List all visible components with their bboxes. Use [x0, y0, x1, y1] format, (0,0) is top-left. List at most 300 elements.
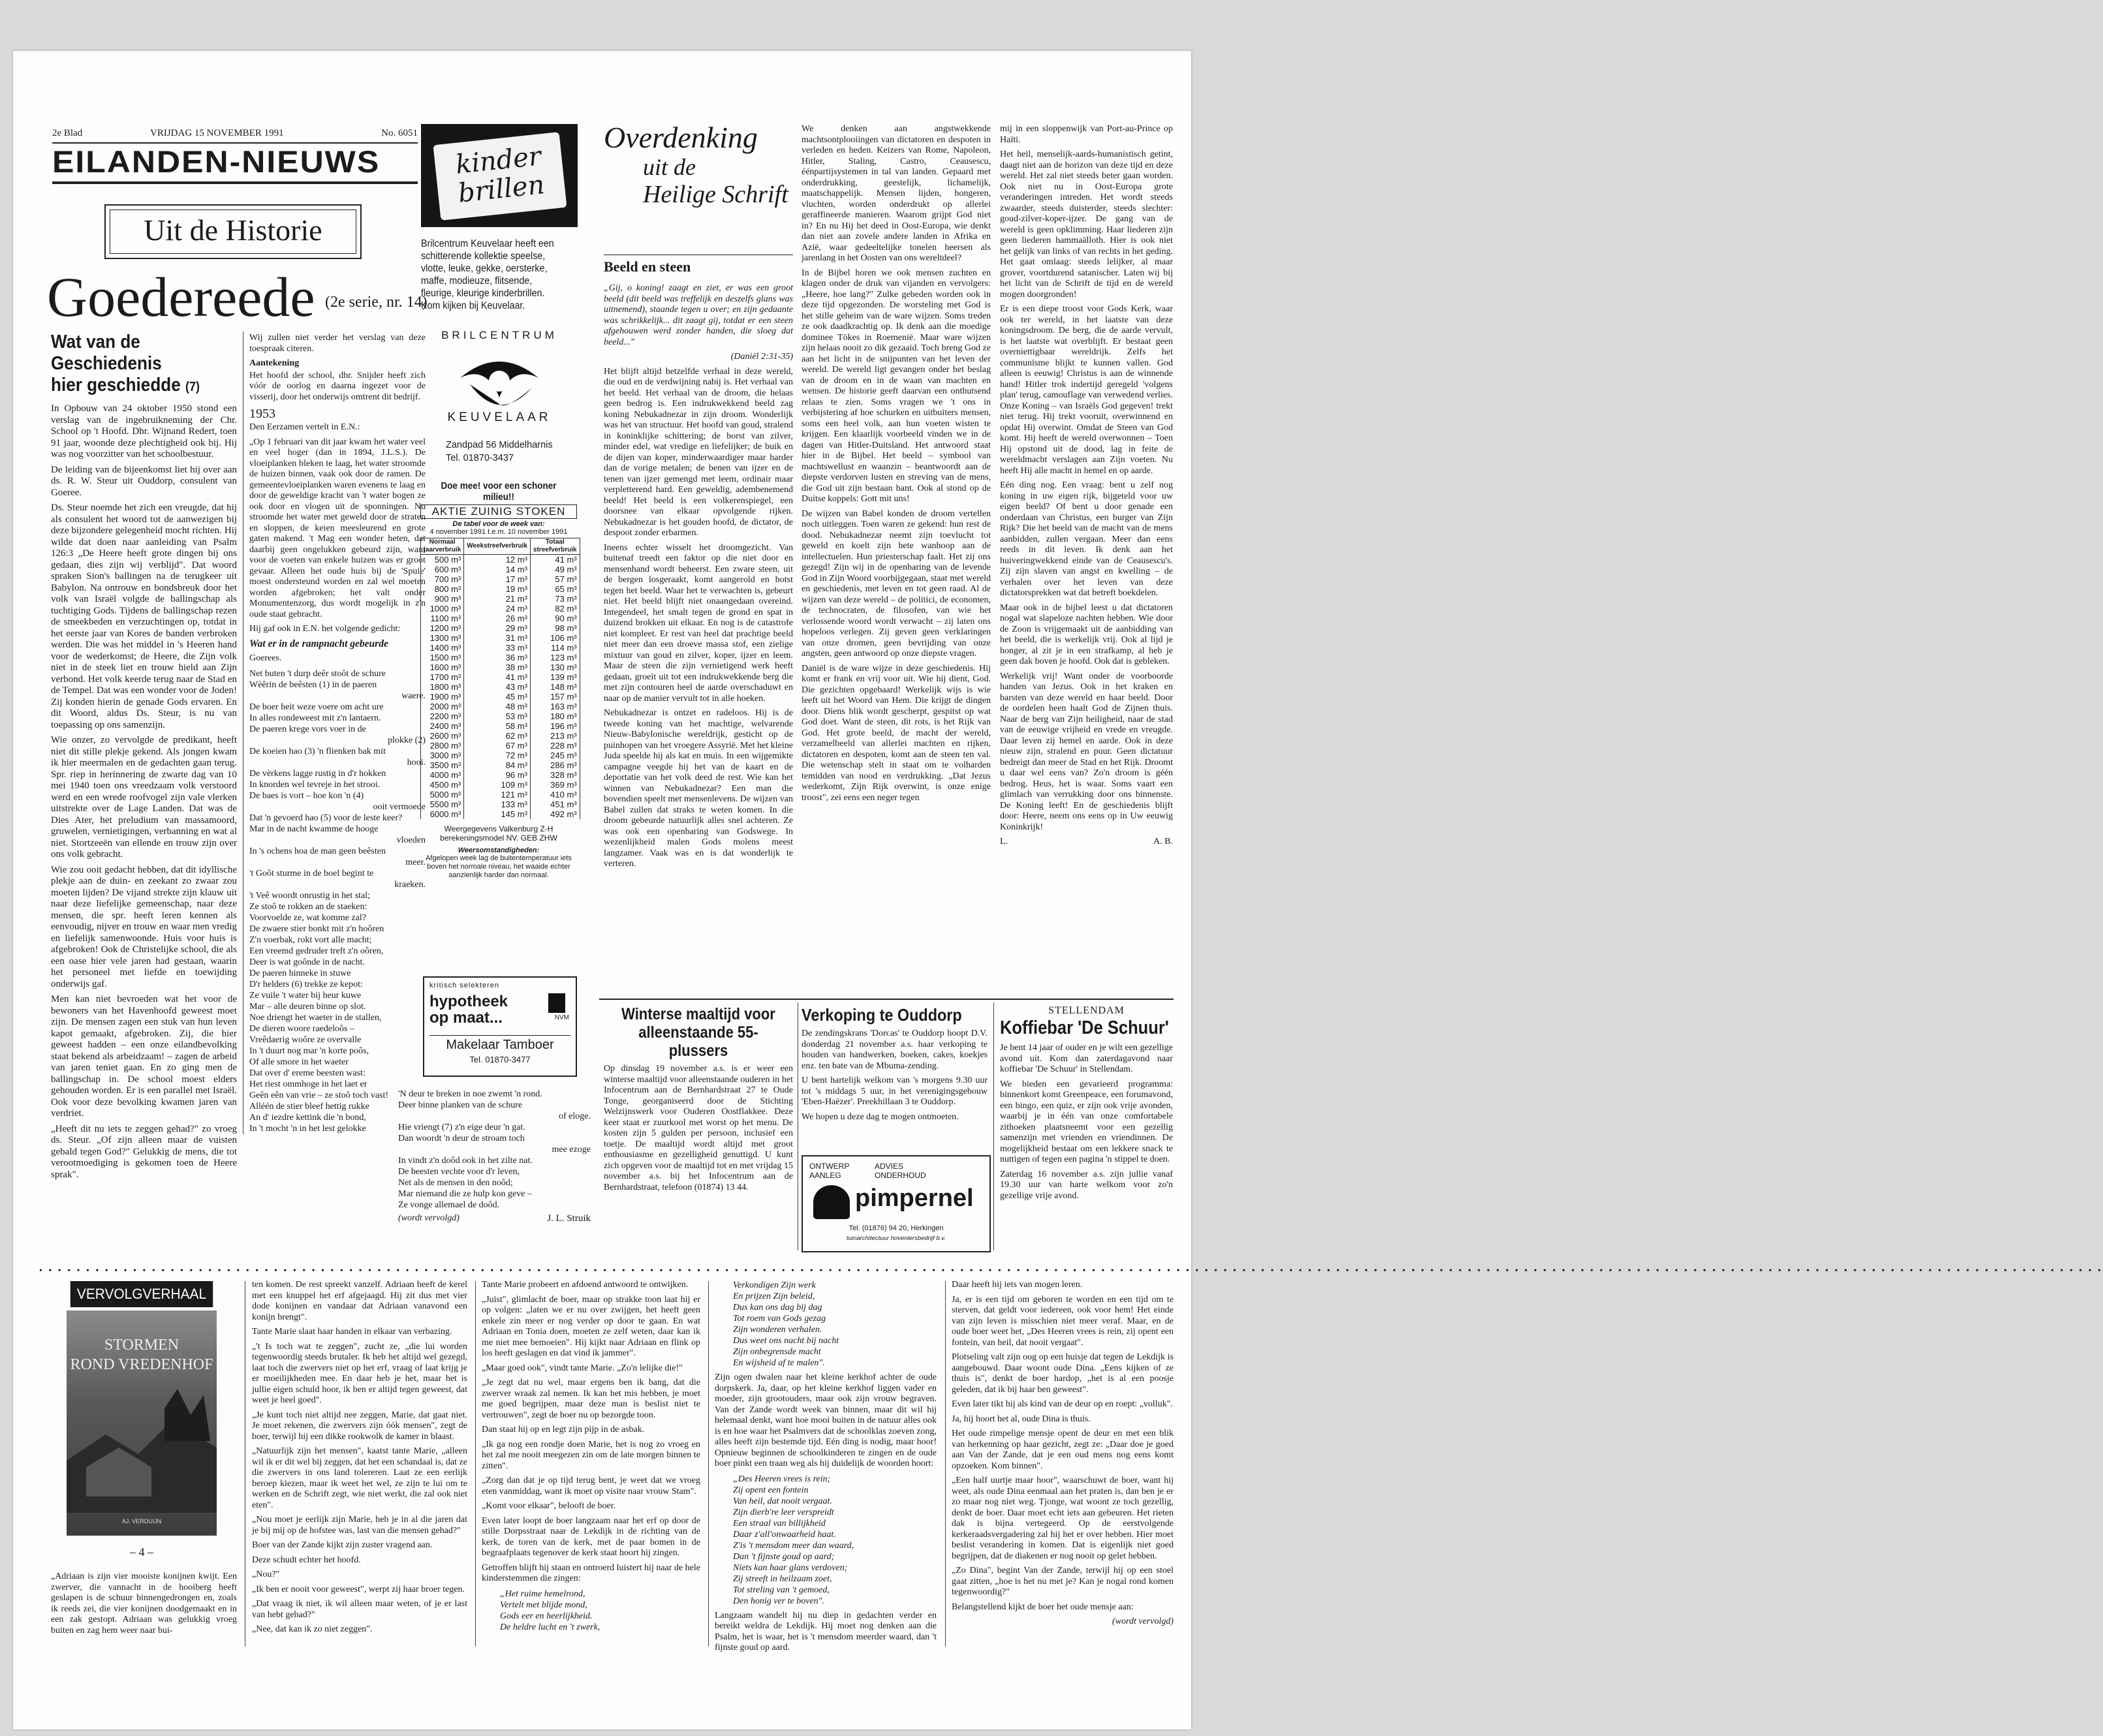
- vervolg-paragraph: Getroffen blijft hij staan en ontroerd luistert hij naar de hele kinderstemmen die zingen:: [482, 1562, 700, 1583]
- pimpernel-l2: AANLEG: [809, 1171, 841, 1180]
- poem-line: Dan 't fijnste goud op aard;: [733, 1551, 835, 1562]
- stoken-cell: 492 m³: [530, 809, 580, 819]
- stoken-cell: 41 m³: [464, 672, 531, 682]
- overdenking-paragraph: Nebukadnezar is ontzet en radeloos. Hij is de tweede koning van het machtige, welvarende Nieuw-Babylonische wereldrijk, gesticht op de puinhopen van het vroegere Assyrië. Met het kleine Juda speelde hij als kat en muis. In een wijgemikte campagne veegde hij het van de kaart en de deportatie van het volk deed de rest. Wie kan het winnen van Nebukadnezar? Een man die bovendien speelt met mensenlevens. De wijzen van Babel zullen dat straks te weten komen. In die droom gebeurde natuurlijk alles snel achteren. Ze was ook een openbaring van Godswege. In wezenlijkheid malen Gods molens meest langzamer. Vaak was en is dat wonderlijk te verteren.: [604, 708, 793, 869]
- poem-line: Dat over d' ereme beesten wast:: [249, 1068, 366, 1078]
- vervolg-col2-text: [252, 1280, 467, 1635]
- aantekening-text: Het hoofd der school, dhr. Snijder heeft zich vóór de oorlog en daarna ingezet voor de visserij, door het onderwijs omtrent dit bedrijf.: [249, 370, 426, 402]
- poem-line: Dan woordt 'n deur de stroam toch: [398, 1134, 525, 1143]
- stoken-cell: 500 m³: [421, 555, 464, 565]
- book-author: AJ. VERDUIJN: [121, 1518, 162, 1525]
- stoken-row: [421, 780, 580, 790]
- poem-line: De beesten vechte voor d'r leven,: [398, 1167, 520, 1177]
- koffiebar-place: STELLENDAM: [1048, 1005, 1125, 1016]
- poem-line: waere.: [401, 690, 426, 701]
- stoken-cell: 5000 m³: [421, 790, 464, 799]
- vervolg-paragraph: „Natuurlijk zijn het mensen", kaatst tante Marie, „alleen wil ik er dit wel bij zeggen, dat het een schandaal is, dat ze die zwervers in ons land tolereren. Laat ze een eerlijk beroep kiezen, maar ik weet het wel, ze zijn te lui om te werken en de Schrift zegt, wie niet werkt, die zal ook niet eten".: [252, 1446, 467, 1510]
- poem-line: De dieren woore raedeloôs –: [249, 1023, 354, 1034]
- koffiebar-title: Koffiebar 'De Schuur': [1000, 1017, 1169, 1038]
- stoken-row: [421, 555, 580, 565]
- vervolg-paragraph: „Zo Dina", begint Van der Zande, terwijl hij op een stoel gaat zitten, „hoe is het nu met je? Kan je nogal rond komen tegenwoordig?": [952, 1566, 1174, 1597]
- stoken-row: [421, 604, 580, 613]
- vervolg-col3-text: [482, 1280, 700, 1585]
- vervolg-paragraph: Even later loopt de boer langzaam naar het erf op door de stille Dorpsstraat naar de Lekdijk in de richting van de kerk, de toren van de kerk, met de paar bomen in de begraafplaats tegenover de kerk staat hoort hij zingen.: [482, 1515, 700, 1558]
- overdenking-paragraph: Het heil, menselijk-aards-humanistisch getint, daagt niet aan de horizon van deze tijd en deze wereld. Het zal niet steeds beter gaan worden. Ook niet nu in Oost-Europa grote veranderingen intreden. Het wordt steeds zwaarder, steeds duisterder, steeds slechter: goud-zilver-koper-ijzer. De gang van de wereld is geen opklimming. Haar liederen zijn geen liederen hammaälloth. Hier is ook niet het gelijk van links of van rechts in het geding. Het gaat omlaag: steeds lelijker, al maar grover, voortdurend satanischer. Laten wij bij het licht van de Schrift de tijd en de wereld mogen doorgronden!: [1000, 149, 1173, 300]
- historie-paragraph: Wie zou ooit gedacht hebben, dat dit idyllische plekje aan de duin- en zeekant zo zwaar zou moeten lijden? De vijand strekte zijn klauw uit naar deze liefelijke gemeenschap, naar deze mensen, die spr. heeft leren kennen als eenvoudig, nijver en trouw en waar men vredig en liefelijk samenwoonde. Huis voor huis is afgebroken! Ook de Christelijke school, die als een oase hier vele jaren had gestaan, waarin het personeel met liefde en toewijding onderwijs gaf.: [51, 864, 237, 989]
- maaltijd-article: [604, 1005, 793, 1256]
- historie-col1-text: [51, 403, 237, 1181]
- stoken-row: [421, 751, 580, 760]
- overdenking-subtitle: Beeld en steen: [604, 258, 691, 275]
- hypotheek-name: Makelaar Tamboer: [446, 1038, 554, 1052]
- poem-line: Tot roem van Gods gezag: [733, 1314, 826, 1324]
- historie-title: Uit de Historie: [110, 209, 356, 254]
- poem-line: Een vreemd gedruder treft z'n oôren,: [249, 946, 384, 956]
- poem-line: of eloge.: [559, 1111, 591, 1121]
- stoken-row: [421, 741, 580, 751]
- stoken-column-header: Normaal jaarverbruik: [421, 538, 464, 555]
- kinderbrillen-logo-block: [421, 124, 578, 227]
- koffiebar-paragraph: Je bent 14 jaar of ouder en je wilt een gezellige avond uit. Kom dan zaterdagavond naar koffiebar 'De Schuur' in Stellendam.: [1000, 1043, 1173, 1074]
- stoken-row: [421, 731, 580, 741]
- historie-col3: [398, 1089, 591, 1239]
- stoken-row: [421, 672, 580, 682]
- pimpernel-tel: Tel. (01876) 94 20, Herkingen: [849, 1224, 944, 1232]
- verkoping-article: [802, 1005, 988, 1139]
- stoken-cell: 36 m³: [464, 653, 531, 662]
- koffiebar-article: [1000, 1005, 1173, 1256]
- vervolg-poem2: [733, 1280, 937, 1369]
- vervolg-poem1: [500, 1589, 700, 1633]
- stoken-cell: 123 m³: [530, 653, 580, 662]
- overdenking-ref: (Daniël 2:31-35): [730, 352, 793, 362]
- stoken-cell: 65 m³: [530, 584, 580, 594]
- stoken-row: [421, 721, 580, 731]
- stoken-cell: 1600 m³: [421, 662, 464, 672]
- vervolg-col4: [715, 1280, 937, 1652]
- poem-line: In 's ochens hoa de man geen beêsten: [249, 846, 386, 856]
- stoken-cell: 800 m³: [421, 584, 464, 594]
- poem-line: Niets kan haar glans verdoven;: [733, 1562, 848, 1573]
- overdenking-paragraph: Eén ding nog. Een vraag: bent u zelf nog koning in uw eigen rijk, bijgeteld voor uw eigen beeld? Of bent u door genade een onderdaan van Christus, een burger van Zijn Rijk? Die het beeld van de macht van de mens aanbidden, zullen vergaan. Meer dan eens reeds in dit leven. Ik denk aan het huiveringwekkend einde van de Ceausescu's. Zij zijn slaven van angst en kwelling – de verhalen over het leven van deze dictatorsprekken wat dat betreft boekdelen.: [1000, 480, 1173, 598]
- stoken-cell: 82 m³: [530, 604, 580, 613]
- stoken-cell: 90 m³: [530, 613, 580, 623]
- vervolg-col2: [252, 1280, 467, 1649]
- stoken-cell: 31 m³: [464, 633, 531, 643]
- brand-bottom: KEUVELAAR: [447, 411, 552, 424]
- stoken-cell: 2600 m³: [421, 731, 464, 741]
- overdenking-paragraph: Werkelijk vrij! Want onder de voorboorde handen van Jezus. Ook in het kraken en barsten van deze wereld en haar beeld. Door de oordelen heen haalt God de Zijnen thuis. Naar de berg van Zijn heiligheid, naar de stad van de eeuwige vrijheid en vrede en vreugde. Daar leven zij hemel en aarde. Ook in deze nieuw zijn, stralend en puur. Geen dictatuur bedreigt dan meer de Stad en het Rijk. Droomt u daar wel eens van? Zo'n droom is géén bedrog. Heus, het is waar. Soms vaart een glimlach van verrukking door ons binnenste. De Koning leeft! En de geschiedenis blijft door: Heere, neem ons eens op in Uw eeuwig Koninkrijk!: [1000, 671, 1173, 832]
- poem-line: Vreêdaerig woôre ze overvalle: [249, 1034, 362, 1045]
- poem-line: De heldre lucht en 't zwerk,: [500, 1622, 600, 1632]
- poem-line: In vindt z'n doôd ook in het zilte nat.: [398, 1156, 533, 1166]
- brand-top: BRILCENTRUM: [441, 329, 557, 341]
- poem-line: Ze stoô te rokken an de staeken:: [249, 901, 367, 912]
- poem-line: Zijn wonderen verhalen.: [733, 1325, 822, 1335]
- vervolg-paragraph: „'t Is toch wat te zeggen", zucht ze, „die lui worden tegenwoordig steeds brutaler. Ik heb het altijd wel gezegd, laat toch die zwervers niet op het erf, vraag of laat krijg je er moeilijkheden mee. En daar heb je het, maar het is jullie eigen schuld hoor, ik ben er altijd tegen geweest, dat weet je heel goed".: [252, 1341, 467, 1405]
- poem-line: hooi.: [407, 757, 426, 767]
- bullet-separator: • • • • • • • • • • • • • • • • • • • • • • • • • • • • • • • • • • • • • • • • • • • • • • • • • • • • • • • • • • • • • • • • • • • • • • • • • • • • • • • • • • • • • • • • • • • • • • • • • • • • • • • • • • • • • • • • • • • • • • • • • • • • • • • • • • • • • • • • • • • • • • • • • • • • • • • • • • • • • • • • • • • • • • • • • • • • • • • • • • • • • • • • • • • • • • • • • • • • • • • • • • • • • • • • • • • • • • • • • • • •: [39, 1266, 2103, 1276]
- masthead-rule: [52, 181, 418, 184]
- vervolg-col5-text: [952, 1280, 1174, 1613]
- poem-line: Dus kan ons dag bij dag: [733, 1303, 822, 1312]
- stoken-row: [421, 643, 580, 653]
- historie-subhead-num: (7): [185, 380, 200, 394]
- overdenking-col1: [604, 283, 793, 995]
- stoken-cell: 1200 m³: [421, 623, 464, 633]
- vervolg-paragraph: „Je zegt dat nu wel, maar ergens ben ik bang, dat die zwerver wraak zal nemen. Ik kan het mis hebben, je moet me goed begrijpen, maar deze man is beslist niet te vertrouwen", zegt de boer nu op bezorgde toon.: [482, 1378, 700, 1420]
- historie-wordt-vervolgd: (wordt vervolgd): [398, 1213, 460, 1223]
- verkoping-paragraph: We hopen u deze dag te mogen ontmoeten.: [802, 1111, 959, 1122]
- vervolg-intro-text: „Adriaan is zijn vier mooiste konijnen kwijt. Een zwerver, die vannacht in de hooiberg heeft geslapen is de schuur binnengedrongen en, zoals ik reeds zei, die vier konijnen doodgemaakt en in een zak gestopt. Adriaan was gelukkig vroeg buiten en zag hem weer naar bui-: [51, 1572, 237, 1635]
- stoken-cell: 1100 m³: [421, 613, 464, 623]
- book-title2: ROND VREDENHOF: [70, 1356, 213, 1373]
- overdenking-paragraph: We denken aan angstwekkende machtsontplooiingen van dictatoren en despoten in verleden en heden. Keizers van Rome, Napoleon, Hitler, Staling, Castro, Ceausescu, éénpartijsystemen in tal van landen. Gepaard met onderdrukking, geestelijk, lichamelijk, maatschappelijk. Mensen lijden, hongeren, vluchten, worden onderdrukt op allerlei geraffineerde manieren. Waarom grijpt God niet in? En nu Hij het deed in Oost-Europa, wie denkt dan niet aan zovele andere landen in Afrika en Azië, waar gedeeltelijke tonelen heersen als jarenlang in het Oosten van ons wereltdeel?: [802, 124, 991, 263]
- historie-col2-intro: Wij zullen niet verder het verslag van deze toespraak citeren.: [249, 333, 426, 354]
- stoken-row: [421, 653, 580, 662]
- historie-paragraph: Ds. Steur noemde het zich een vreugde, dat hij als consulent het woord tot de aanwezigen bij deze bijzondere gelegenheid mocht richten. Hij wilde dat doen naar aanleiding van Psalm 126:3 „De Heere heeft grote dingen bij ons gedaan, dies zijn wij verblijd". Dat woord spraken Sion's ballingen na de terugkeer uit Babylon. Na ontrouw en bondsbreuk door het volk van Israël volgde de ballingschap als tuchtiging Gods. Tijdens de ballingschap rezen de smeekbeden en verzuchtingen op, totdat in het eerste jaar van Kores de banden verbroken werden. Die was het middel in 's Heeren hand voor de wederkomst; de Heere, die Zijn volk niet in de steek liet en trouw hield aan Zijn verbond. Het volk keerde terug naar de Stad en de Tempel. Dat was een wonder voor de Joden! Zij konden hierin de genade Gods ervaren. En dit Woord, aldus Ds. Steur, is nu van toepassing op ons samenzijn.: [51, 503, 237, 730]
- stoken-cell: 3000 m³: [421, 751, 464, 760]
- issue-date: VRIJDAG 15 NOVEMBER 1991: [150, 128, 284, 138]
- historie-box: [104, 204, 362, 259]
- koffiebar-paragraph: Zaterdag 16 november a.s. zijn jullie vanaf 19.30 uur van harte welkom voor zo'n gezellige vrije avond.: [1000, 1169, 1173, 1201]
- stoken-headline: Doe mee! voor een schoner milieu!!: [441, 480, 557, 503]
- poem-line: Zijn dierb're leer verspreidt: [733, 1507, 834, 1517]
- stoken-cell: 84 m³: [464, 760, 531, 770]
- overdenking-sign-left: L.: [1000, 837, 1008, 846]
- historie-col2: [249, 333, 426, 1134]
- overdenking-title3: Heilige Schrift: [643, 181, 788, 208]
- poem-line: In 't duurt nog mar 'n korte poôs,: [249, 1046, 369, 1056]
- poem-line: En wijsheid af te malen".: [733, 1358, 825, 1368]
- vervolg-paragraph: Daar heeft hij iets van mogen leren.: [952, 1280, 1083, 1290]
- stoken-cell: 41 m³: [530, 555, 580, 565]
- koffiebar-paragraph: We bieden een gevarieerd programma: binnenkort komt Greenpeace, een forumavond, een bingo, een quiz, er zijn ook vrije avonden, waarbij je in één van onze comfortabele zithoeken plaatsneemt voor een gezellig samenzijn met vrienden en vriendinnen. De mogelijkheid bestaat om een lekkere snack te nuttigen of tegen een pagina 'n stippel te doen.: [1000, 1079, 1173, 1164]
- overdenking-paragraph: De wijzen van Babel konden de droom vertellen noch uitleggen. Toen waren ze gekend: hun rest de dood. Nebukadnezar neemt zijn toevlucht tot geweld en koelt zijn hete wanhoop aan de intellectuelen. Hun priesterschap faalt. Het zij ons gezegd! Zijn wij in de openbaring van de levende God in Zijn Woord voorbijgegaan, staat met wereld en geschiedenis, met leven en tot geen raad. Al de wijzen van deze wereld – de politici, de economen, de technocraten, de filosofen, van wie het verlossende woord wordt verwacht – zij laten ons hopeloos verlegen. Zij geven geen verklaringen van onze dromen, geen bevrijding van onze angsten, geen antwoord op onze diepste vragen.: [802, 508, 991, 659]
- stoken-cell: 700 m³: [421, 574, 464, 584]
- vervolg-label: VERVOLGVERHAAL: [70, 1281, 213, 1307]
- poem-line: Geên eên van vrie – ze stoô toch vast!: [249, 1090, 389, 1100]
- vervolg-paragraph: „Maar goed ook", vindt tante Marie. „Zo'n lelijke die!": [482, 1363, 683, 1373]
- stoken-cell: 67 m³: [464, 741, 531, 751]
- stoken-cell: 17 m³: [464, 574, 531, 584]
- year-heading: 1953: [249, 407, 275, 421]
- stoken-cell: 286 m³: [530, 760, 580, 770]
- stoken-cell: 2000 m³: [421, 702, 464, 711]
- pimpernel-right: [875, 1162, 926, 1180]
- pimpernel-l1: ONTWERP: [809, 1162, 850, 1171]
- poem-line: De paeren hinneke in stuwe: [249, 968, 351, 978]
- poem-title: Wat er in de rampnacht gebeurde: [249, 638, 388, 649]
- poem-line: Deer binne planken van de schure: [398, 1100, 523, 1110]
- stoken-period: 4 november 1991 t.e.m. 10 november 1991: [429, 528, 568, 536]
- stoken-cell: 133 m³: [464, 799, 531, 809]
- stoken-cell: 43 m³: [464, 682, 531, 692]
- kinderbrillen-logo: kinder brillen: [433, 132, 567, 221]
- stoken-row: [421, 633, 580, 643]
- year-paragraph: Hij gaf ook in E.N. het volgende gedicht:: [249, 624, 401, 634]
- stoken-cell: 1800 m³: [421, 682, 464, 692]
- stoken-cell: 2400 m³: [421, 721, 464, 731]
- stoken-cell: 245 m³: [530, 751, 580, 760]
- poem-line: Verkondigen Zijn werk: [733, 1280, 816, 1290]
- stoken-cell: 109 m³: [464, 780, 531, 790]
- stoken-cell: 180 m³: [530, 711, 580, 721]
- poem-line: Mar in de nacht kwamme de hooge: [249, 824, 379, 834]
- maaltijd-title: Winterse maaltijd voor alleenstaande 55-plussers: [621, 1005, 775, 1060]
- poem-line: De vèrkens lagge rustig in d'r hokken: [249, 768, 386, 779]
- poem-line: vloeden: [396, 835, 426, 845]
- poem-line: 't Veê woordt onrustig in het stal;: [249, 890, 371, 901]
- header-rule: [52, 142, 418, 144]
- poem-line: Deer is wat goônde in de nacht.: [249, 957, 365, 967]
- overdenking-sign-right: A. B.: [1153, 837, 1173, 846]
- poem-line: „Des Heeren vrees is rein;: [733, 1474, 831, 1484]
- poem-line: In 't mocht 'n in het lest gelokke: [249, 1123, 366, 1134]
- stoken-row: [421, 799, 580, 809]
- stoken-title: AKTIE ZUINIG STOKEN: [420, 504, 577, 519]
- stoken-cell: 1300 m³: [421, 633, 464, 643]
- poem-line: In knorden wel tevreje in het strooi.: [249, 779, 381, 790]
- poem-line: De boer heit weze voere om acht ure: [249, 702, 384, 712]
- poem-place: Goerees.: [249, 653, 282, 663]
- hypotheek-small: kritisch selekteren: [429, 982, 500, 989]
- stoken-cell: 24 m³: [464, 604, 531, 613]
- stoken-cell: 1500 m³: [421, 653, 464, 662]
- poem-line: Ze vuile 't water bij heur kuwe: [249, 990, 362, 1000]
- stoken-row: [421, 711, 580, 721]
- vervolg-paragraph: Het oude rimpelige mensje opent de deur en met een blik van herkenning op haar gezicht, zegt ze: „Daar doe je goed aan Van der Zande, dat je een oud mens nog eens komt opzoeken. Kom binnen".: [952, 1429, 1174, 1471]
- stoken-cell: 62 m³: [464, 731, 531, 741]
- overdenking-paragraph: Maar ook in de bijbel leest u dat dictatoren nogal wat slapeloze nachten hebben. Wie door de Zoon is vrijgemaakt uit de aanbidding van het beeld, die is werkelijk vrij. Ook al lijd je honger, al zit je in een strafkamp, al heb je geen dak boven je hoofd. Ook dat is gebleken.: [1000, 602, 1173, 666]
- poem-line: Zij streeft in heilzaam zoet,: [733, 1573, 832, 1584]
- stoken-cell: 900 m³: [421, 594, 464, 604]
- vervolg-paragraph: „Een half uurtje maar hoor", waarschuwt de boer, want hij weet, als oude Dina eenmaal aan het praten is, dan ben je er zo maar nog niet weg. Tjonge, wat woont ze toch gezellig, denkt de boer. Daar moet echt iets aan gebeuren. Het rieten dak is bijna vertegeerd. Op de eerstvolgende kerkeraadsvergadering zal hij het er over hebben. Hier moet beslist verandering in komen. Dat is eigenlijk niet goed begrijpen, dat de diakenen er nog nooit op gelet hebben.: [952, 1476, 1174, 1561]
- vervolg-wordt-vervolgd: (wordt vervolgd): [1112, 1617, 1174, 1626]
- stoken-cell: 121 m³: [464, 790, 531, 799]
- poem-line: Een straal van billijkheid: [733, 1518, 826, 1528]
- poem-line: kraeken.: [394, 879, 426, 890]
- year-paragraph: Den Eerzamen vertelt in E.N.:: [249, 422, 360, 432]
- overdenking-paragraph: In de Bijbel horen we ook mensen zuchten en klagen onder de druk van vijanden en vervolgers: „Heere, hoe lang?" Zulke gebeden worden ook in deze tijd opgezonden. De worsteling met God is het stille geheim van de ware wijzen. Soms treden ze ook daadkrachtig op. Ik denk aan die moedige dominee Tökes in Roemenië. Maar ware wijzen zijn helaas nooit zo dik gezaaid. Toch breng God ze aan het licht in de snijpunten van het leven der wereld. De wereld ligt gevangen onder het beslag van de droom en in de waan van machten en wensen. De historie geeft daarvan een onthutsend relaas te zien. Soms vragen we 't ons in verbijstering af hoe schurken en uitbuiters mensen, soms een heel volk, aan hun voeten wisten te krijgen. Een klaarlijk voorbeeld vinden we in de dagen van Hitler-Duitsland. Het antwoord staat hier in de Bijbel. Het beeld – symbool van machtswellust en waanzin – beantwoordt aan de diepste verdorven lusten en streving van de mens, die God uit zijn bestaan bant. Ook al stond op de Duitse koppels: Gott mit uns!: [802, 268, 991, 504]
- stoken-column-header: Totaal streefverbruik: [530, 538, 580, 555]
- stoken-cell: 106 m³: [530, 633, 580, 643]
- koffiebar-body: [1000, 1043, 1173, 1201]
- vervolg-paragraph: „Je kunt toch niet altijd nee zeggen, Marie, dat gaat niet. Je moet rekenen, die zwervers zijn óók mensen", zegt de boer, terwijl hij een dikke rookwolk de kamer in blaast.: [252, 1410, 467, 1442]
- poem-line: Zijn onbegrensde macht: [733, 1347, 821, 1357]
- overdenking-col2-text: [802, 124, 991, 803]
- poem-line: Vertelt met blijde mond,: [500, 1600, 587, 1610]
- year-paragraph: „Op 1 februari van dit jaar kwam het water veel en veel hoger (dan in 1894, J.L.S.). De vloeiplanken bleken te laag, het water stroomde de huizen binnen, vaak ook door de ramen. De gemeentevloeiplanken waren evenens te laag en door de geweldige kracht van 't water bogen ze ook door en vlogen uit de sponningen. Nu stroomde het water met geweld door de straten en sloppen, de keien meesleurend en grote gaten makend. 't Mag een wonder heten, dat daarbij geen ongelukken gebeurd zijn, want voor de voeten van enkele huizen was er groot gevaar. Alleen het oude huis bij de 'Spuie' moest ondersteund worden en zal wel moeten worden afgebroken; het valt onder Monumentenzorg, dus wordt mogelijk in z'n oude staat gebracht.: [249, 437, 426, 619]
- stoken-cell: 19 m³: [464, 584, 531, 594]
- poem-part1: [249, 668, 426, 1134]
- overdenking-paragraph: Het blijft altijd hetzelfde verhaal in deze wereld, die oud en de verdwijning nabij is. Het verhaal van het beeld. Het verhaal van de droom, die helaas geen bedrog is. Een indrukwekkend beeld zag koning Nebukadnezar in zijn droom. Wonderlijk was het van structuur. Het hoofd van goud, stralend in koninklijke schittering; de borst van zilver, minder edel, wat vredige en liefelijker; de buik en de dijen van koper, minderwaardiger maar harder dan de vorige metalen; de benen van ijzer en de tenen van ijzer gemengd met leem, ordinair maar verpletterend hard. Een geweldig, adembenemend beeld! Het beeld is een volkerenspiegel, een doorsnee van elkaar opvolgende rijken. Nebukadnezar is het gouden hoofd, de dictator, de despoot zonder erbarmen.: [604, 366, 793, 538]
- historie-subhead-a: Wat van de Geschiedenis: [51, 332, 162, 374]
- poem-line: Mar niemand die ze hulp kon geve –: [398, 1189, 532, 1199]
- poem-line: mee ezoge: [552, 1145, 591, 1155]
- stoken-row: [421, 760, 580, 770]
- stoken-cell: 45 m³: [464, 692, 531, 702]
- issue-number: No. 6051: [381, 128, 418, 138]
- stoken-row: [421, 809, 580, 819]
- poem-line: „Het ruime hemelrond,: [500, 1589, 585, 1599]
- stoken-cell: 114 m³: [530, 643, 580, 653]
- stoken-cell: 1700 m³: [421, 672, 464, 682]
- stoken-cell: 369 m³: [530, 780, 580, 790]
- stoken-row: [421, 565, 580, 574]
- overdenking-col2: [802, 124, 991, 995]
- vervolg-col4-end: Langzaam wandelt hij nu diep in gedachten verder en bereikt weldra de Lekdijk. Hij moet nog denken aan die Psalm, het is waar, het is 't mensdom meerder waard, dan 't fijnste goud op aard.: [715, 1610, 937, 1652]
- overdenking-col3-text: [1000, 124, 1173, 833]
- vervolg-paragraph: Ja, er is een tijd om geboren te worden en een tijd om te sterven, dat geldt voor iedereen, ook voor hem! Het einde van zijn leven is misschien niet meer veraf. Maar, en de oude boer weet het, „Des Heeren vrees is rein, zij opent een fontein, van heil, dat nooit vergaat".: [952, 1294, 1174, 1348]
- overdenking-col1-text: [604, 367, 793, 870]
- poem-line: Of alle smore in het waeter: [249, 1057, 349, 1067]
- overdenking-paragraph: Ineens echter wisselt het droomgezicht. Van buitenaf treedt een faktor op die niet door en mensenhand wordt beheerst. Een zware steen, uit de bergen losgeraakt, komt aangerold en botst tegen het beeld. Waar het te verwachten is, gebeurt niet. Het beeld blijft niet onaangedaan overeind. Integendeel, het smalt tegen de grond en spat in duizend brokken uit elkaar. En nog is de catastrofe niet kompleet. Er rest van heel dat prachtige beeld niet meer dan een droeve massa stof, een zielige mixtuur van goud en zilver, koper, ijzer en leem. Maar de steen die zijn vernietigend werk heeft gedaan, groeit uit tot een indrukwekkende berg die met zijn contouren heel de aarde overschaduwt en naar op de manier vervult tot in alle hoeken.: [604, 542, 793, 704]
- vervolg-paragraph: „Ik ga nog een rondje doen Marie, het is nog zo vroeg en het zal me nooit meegezen zin om de late morgen binnen te zitten".: [482, 1439, 700, 1471]
- book-cover: [67, 1310, 217, 1536]
- poem-line: Van heil, dat nooit vergaat.: [733, 1496, 832, 1506]
- stoken-cell: 410 m³: [530, 790, 580, 799]
- stoken-box: [420, 480, 577, 942]
- stoken-row: [421, 702, 580, 711]
- historie-paragraph: In Opbouw van 24 oktober 1950 stond een verslag van de ingebruikneming der Chr. School op 't Hoofd. Dhr. Wijnand Redert, toen 91 jaar, woonde deze plechtigheid ook bij. Hij was nog voorzitter van het schoolbestuur.: [51, 403, 237, 459]
- poem-line: Alléén de stier bleef hettig rukke: [249, 1101, 369, 1111]
- vervolg-paragraph: Boer van der Zande kijkt zijn zuster vragend aan.: [252, 1540, 433, 1550]
- overdenking-paragraph: Daniël is de ware wijze in deze geschiedenis. Hij komt er frank en vrij voor uit. Wie hij dient, God. Die gezichten opgebaard! Werkelijk wijs is wie leeft uit het Woord van Hem. Die krijgt de dingen door. Diens blik wordt gescherpt, gespitst op wat God doet. Want de steen, dit rots, is het Rijk van God. Het grote beeld, de macht der wereld, verzamelbeeld van allerlei machten en rijken, dictatoren en despoten, komt aan de steen ten val. Die wetenschap stelt in staat om te volharden temidden van nood en verdrukking. „Dat Jezus wederkomt, Zijn Rijk overwint, is onze enige troost", zei eens een neger tegen: [802, 663, 991, 803]
- vervolg-paragraph: „Zorg dan dat je op tijd terug bent, je weet dat we vroeg eten vanmiddag, want ik moet op visite naar vrouw Stam".: [482, 1476, 700, 1496]
- poem-line: Daar z'all'onwaarheid haat.: [733, 1529, 836, 1540]
- maaltijd-body: Op dinsdag 19 november a.s. is er weer een winterse maaltijd voor alleenstaande ouderen in het Infocentrum aan de Bernhardstraat 27 te Oude Tonge, georganiseerd door de Stichting Welzijnswerk voor Ouderen Oostflakkee. Deze keer staat er zuurkool met worst op het menu. De kosten zijn 5 gulden per persoon, inclusief een toetje. De maaltijd wordt altijd met groot enthousiasme en gezelligheid genuttigd. U kunt zich opgeven voor de maaltijd tot en met vrijdag 15 november a.s. bij het Infocentrum aan de Bernhardstraat, telefoon (01874) 13 44.: [604, 1064, 793, 1192]
- poem-line: Ze vonge allemael de doôd.: [398, 1200, 500, 1210]
- poem-line: Z'n voerbak, rokt vort alle macht;: [249, 935, 372, 945]
- poem-line: Hie vriengt (7) z'n eige deur 'n gat.: [398, 1123, 525, 1132]
- poem-line: Het riest ommhoge in het laet er: [249, 1079, 367, 1089]
- poem-line: Voorvoelde ze, wat komme zal?: [249, 912, 366, 923]
- brand-address: Zandpad 56 Middelharnis: [446, 440, 553, 450]
- stoken-cell: 26 m³: [464, 613, 531, 623]
- poem-line: meer.: [405, 857, 426, 867]
- stoken-cell: 33 m³: [464, 643, 531, 653]
- overdenking-title1: Overdenking: [604, 121, 758, 154]
- stoken-cell: 148 m³: [530, 682, 580, 692]
- stoken-cell: 2800 m³: [421, 741, 464, 751]
- historie-paragraph: Wie onzer, zo vervolgde de predikant, heeft niet dit stille plekje gekend. Als jongen kwam ik hier meermalen en de gedachten gaan terug. Spr. riep in herinnering de zwarte dag van 10 mei 1940 toen ons vreedzaam volk verstoord werd en een wrede roofvogel zijn vale vlerken uitstrekte over de Lage Landen. Dat was de Dies Ater, het preludium van massamoord, gruwelen, vernietigingen, verbanning en wat al niet. Stortzeeën van ellende en trouw zijn over ons volk gebracht.: [51, 735, 237, 860]
- book-title1: STORMEN: [104, 1337, 179, 1354]
- poem-line: Zij opent een fontein: [733, 1485, 809, 1495]
- stoken-cell: 49 m³: [530, 565, 580, 574]
- poem-line: Noe driengt het waeter in de stallen,: [249, 1012, 382, 1023]
- pimpernel-sub: tuinarchitectuur hoveniersbedrijf b.v.: [847, 1235, 946, 1242]
- poem-line: En prijzen Zijn beleid,: [733, 1292, 815, 1301]
- overdenking-col3: [1000, 124, 1173, 995]
- vervolg-intro: [51, 1572, 237, 1637]
- poem-line: In alles rondeweest mit z'n lantaern.: [249, 713, 381, 723]
- stoken-cell: 139 m³: [530, 672, 580, 682]
- stoken-cell: 73 m³: [530, 594, 580, 604]
- stoken-cell: 213 m³: [530, 731, 580, 741]
- pimpernel-left: [809, 1162, 849, 1180]
- poem-line: Mar – alle deuren binne op slot.: [249, 1001, 366, 1012]
- nvm-logo-icon: [548, 993, 565, 1013]
- vervolg-paragraph: Ja, hij hoort het al, oude Dina is thuis.: [952, 1414, 1091, 1424]
- poem-line: De zwaere stier bonkt mit z'n hoôren: [249, 923, 384, 934]
- stoken-subtitle: De tabel voor de week van:: [452, 520, 545, 528]
- stoken-cell: 228 m³: [530, 741, 580, 751]
- hypotheek-ad: [423, 976, 577, 1077]
- stoken-cell: 145 m³: [464, 809, 531, 819]
- year-text: [249, 422, 426, 635]
- poem-line: Den honig ver te boven".: [733, 1596, 824, 1606]
- overdenking-paragraph: Er is een diepe troost voor Gods Kerk, waar ook ter wereld, in het laatste van deze koningsdroom. De berg, die de aarde vervult, is het laatste wat overblijft. Er bestaat geen overniettigbaar wereldrijk. Zelfs het communisme blijkt te kunnen vallen. God alleen is eeuwig! Christus is aan de winnende hand! Hitler trok indertijd geregeld 'volgens plan' terug, camouflage van verwedend verlies. Onze Koning – van Israëls God gegeven! trekt niet terug. Hij trekt vooruit, overwinnend en opdat Hij overwint. Omdat de Steen van God komt. Hij heeft de wereld overwonnen – Toen Hij opstond uit de dood, lag in feite de wereldmacht verslagen aan Zijn voeten. Nu heeft Hij alle macht in hemel en op aarde.: [1000, 304, 1173, 476]
- vervolg-paragraph: Dan staat hij op en legt zijn pijp in de asbak.: [482, 1425, 645, 1434]
- stoken-footer1: Weergegevens Valkenburg Z-H: [444, 824, 553, 833]
- vervolg-paragraph: Belangstellend kijkt de boer het oude mensje aan:: [952, 1602, 1134, 1612]
- header-line: [52, 128, 418, 142]
- kinderbrillen-ad: [409, 120, 584, 476]
- verkoping-paragraph: De zendingskrans 'Dorcas' te Ouddorp hoopt D.V. donderdag 21 november a.s. haar verkoping te houden van handwerken, boeken, cakes, koekjes enz. ten bate van de Mbuma-zending.: [802, 1029, 988, 1071]
- stoken-cell: 328 m³: [530, 770, 580, 780]
- stoken-row: [421, 790, 580, 799]
- overdenking-paragraph: mij in een sloppenwijk van Port-au-Prince op Haïti.: [1000, 124, 1173, 145]
- book-illustration-icon: [67, 1382, 217, 1513]
- stoken-table: [420, 538, 580, 819]
- stoken-cell: 58 m³: [464, 721, 531, 731]
- stoken-cell: 451 m³: [530, 799, 580, 809]
- poem-line: Net als de mensen in den noôd;: [398, 1178, 513, 1188]
- brand-phone: Tel. 01870-3437: [446, 453, 514, 463]
- nvm-label: NVM: [554, 1014, 569, 1021]
- stoken-cell: 4500 m³: [421, 780, 464, 790]
- poem-line: Gods eer en heerlijkheid.: [500, 1611, 593, 1621]
- masthead: EILANDEN-NIEUWS: [52, 144, 381, 179]
- stoken-row: [421, 662, 580, 672]
- poem-line: 't Goôt sturme in de boel begint te: [249, 868, 374, 878]
- pimpernel-ad: [802, 1155, 991, 1252]
- historie-subhead: [51, 332, 219, 398]
- stoken-footer2: berekeningsmodel NV. GEB ZHW: [440, 833, 557, 843]
- vervolg-paragraph: „Nou?": [252, 1570, 280, 1579]
- vervolg-paragraph: „Komt voor elkaar", belooft de boer.: [482, 1501, 616, 1511]
- kinderbrillen-text: Brilcentrum Keuvelaar heeft een schitterende kollektie speelse, vlotte, leuke, gekke, oersterke, maffe, modieuze, flitsende, fleurige, kleurige kinderbrillen. Kom kijken bij Keuvelaar.: [421, 238, 554, 311]
- vervolg-paragraph: „Nee, dat kan ik zo niet zeggen".: [252, 1624, 373, 1634]
- historie-place: Goedereede: [47, 266, 315, 328]
- stoken-cell: 1000 m³: [421, 604, 464, 613]
- stoken-cell: 57 m³: [530, 574, 580, 584]
- overdenking-quote: „Gij, o koning! zaagt en ziet, er was een groot beeld (dit beeld was treffelijk en deszelfs glans was uitnemend), staande tegen u over; en zijn gedaante was schrikkelijk... dit zaagt gij, totdat er een steen afgehouwen werd zonder handen, die sloeg dat beeld...": [604, 283, 793, 347]
- hypotheek-phone: Tel. 01870-3477: [469, 1055, 531, 1064]
- stoken-row: [421, 682, 580, 692]
- stoken-row: [421, 692, 580, 702]
- stoken-cell: 29 m³: [464, 623, 531, 633]
- stoken-cell: 53 m³: [464, 711, 531, 721]
- pimpernel-l4: ONDERHOUD: [875, 1171, 926, 1180]
- stoken-row: [421, 613, 580, 623]
- vervolg-paragraph: Plotseling valt zijn oog op een huisje dat tegen de Lekdijk is aangebouwd. Daar woont oude Dina. „Eens kijken of ze thuis is", denkt de boer hardop, „het is al een poosje geleden, dat ik bij haar ben geweest".: [952, 1352, 1174, 1395]
- historie-paragraph: De leiding van de bijeenkomst liet hij over aan ds. R. W. Steur uit Ouddorp, consulent van Goeree.: [51, 464, 237, 498]
- newspaper-page: [13, 51, 2103, 1729]
- historie-paragraph: Men kan niet bevroeden wat het voor de bewoners van het Havenhoofd geweest moet zijn. De mensen zagen een stuk van hun leven kapot gemaakt, afgebroken. Zij, die hier geweest hadden – een onze eilandbevolking staat bekend als arbeidzaam! – zagen de arbeid van jaren teniet gaan. En zo ging men de ballingschap in. De school moest elders gehouden worden. Er is een parallel met Israël. Ook voor deze bevolking kwamen jaren van verdriet.: [51, 994, 237, 1119]
- vervolg-paragraph: Even later tikt hij als kind van de deur op en roept: „volluk".: [952, 1399, 1173, 1409]
- stoken-cell: 157 m³: [530, 692, 580, 702]
- pimpernel-l3: ADVIES: [875, 1162, 904, 1171]
- vervolg-paragraph: Tante Marie probeert en afdoend antwoord te ontwijken.: [482, 1280, 689, 1290]
- overdenking-title-block: [604, 121, 800, 252]
- stoken-cell: 21 m³: [464, 594, 531, 604]
- stoken-cell: 163 m³: [530, 702, 580, 711]
- hypotheek-title: hypotheek op maat...: [429, 993, 508, 1027]
- poem-line: 'N deur te breken in noe zwemt 'n rond.: [398, 1089, 542, 1099]
- stoken-cell: 12 m³: [464, 555, 531, 565]
